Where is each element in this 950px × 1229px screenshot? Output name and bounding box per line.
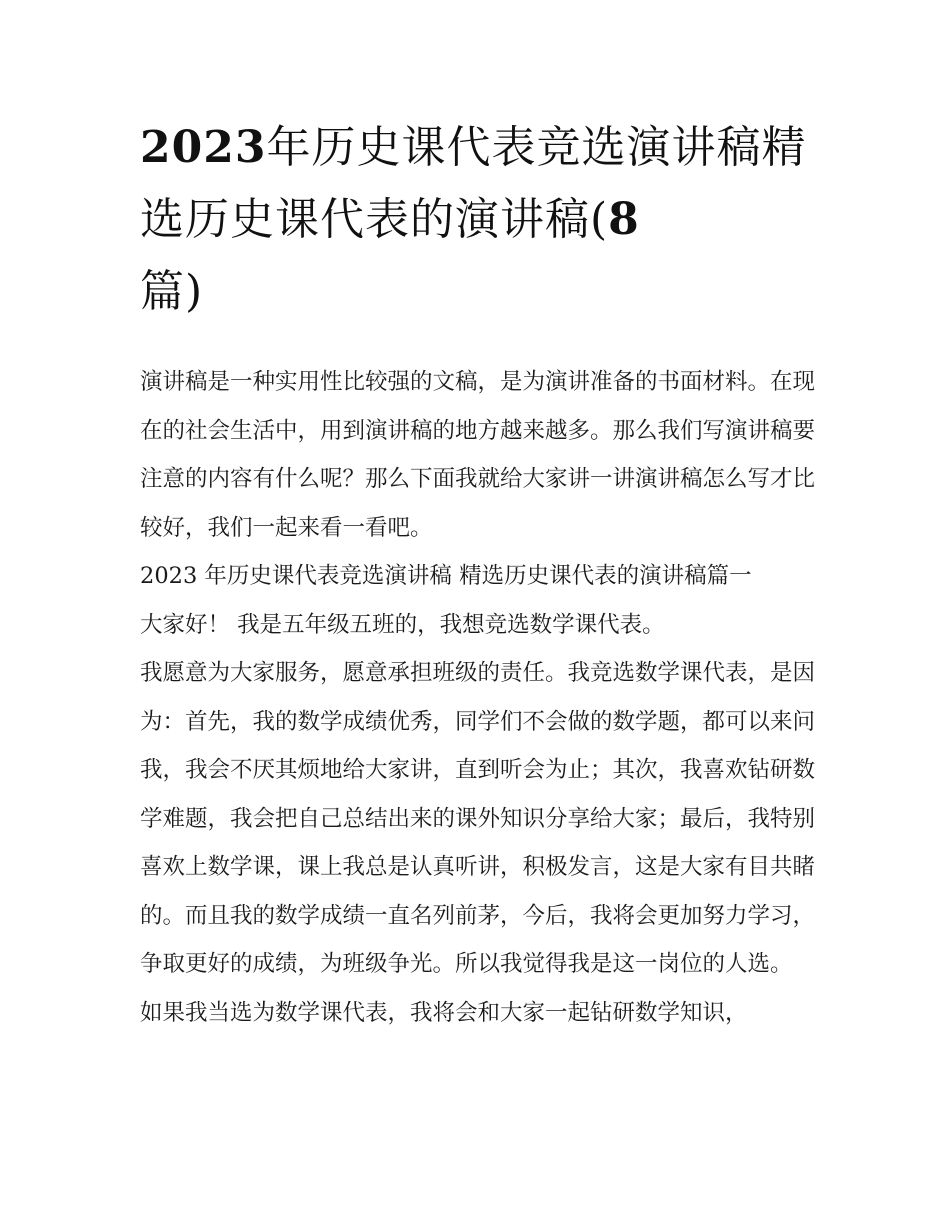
- document-title: [140, 112, 830, 328]
- document-body: [140, 358, 820, 1037]
- reason-paragraph: 我愿意为大家服务，愿意承担班级的责任。我竞选数学课代表，是因为：首先，我的数学成绩优秀，同学们不会做的数学题，都可以来问我，我会不厌其烦地给大家讲，直到听会为止；其次，我喜欢钻研数学难题，我会把自己总结出来的课外知识分享给大家；最后，我特别喜欢上数学课，课上我总是认真听讲，积极发言，这是大家有目共睹的。而且我的数学成绩一直名列前茅，今后，我将会更加努力学习，争取更好的成绩，为班级争光。所以我觉得我是这一岗位的人选。: [140, 660, 816, 977]
- title-suffix: 篇): [140, 266, 204, 317]
- title-year: 2023: [140, 122, 267, 173]
- promise-paragraph: 如果我当选为数学课代表，我将会和大家一起钻研数学知识，: [140, 999, 748, 1026]
- greeting-paragraph: 大家好！ 我是五年级五班的，我想竞选数学课代表。: [140, 611, 665, 638]
- title-text: 年历史课代表竞选演讲稿精选历史课代表的演讲稿(: [140, 122, 807, 245]
- section-heading: 2023 年历史课代表竞选演讲稿 精选历史课代表的演讲稿篇一: [140, 563, 752, 589]
- intro-paragraph: 演讲稿是一种实用性比较强的文稿，是为演讲准备的书面材料。在现在的社会生活中，用到演讲稿的地方越来越多。那么我们写演讲稿要注意的内容有什么呢？那么下面我就给大家讲一讲演讲稿怎么写才比较好，我们一起来看一看吧。: [140, 369, 816, 541]
- title-count: 8: [608, 194, 640, 245]
